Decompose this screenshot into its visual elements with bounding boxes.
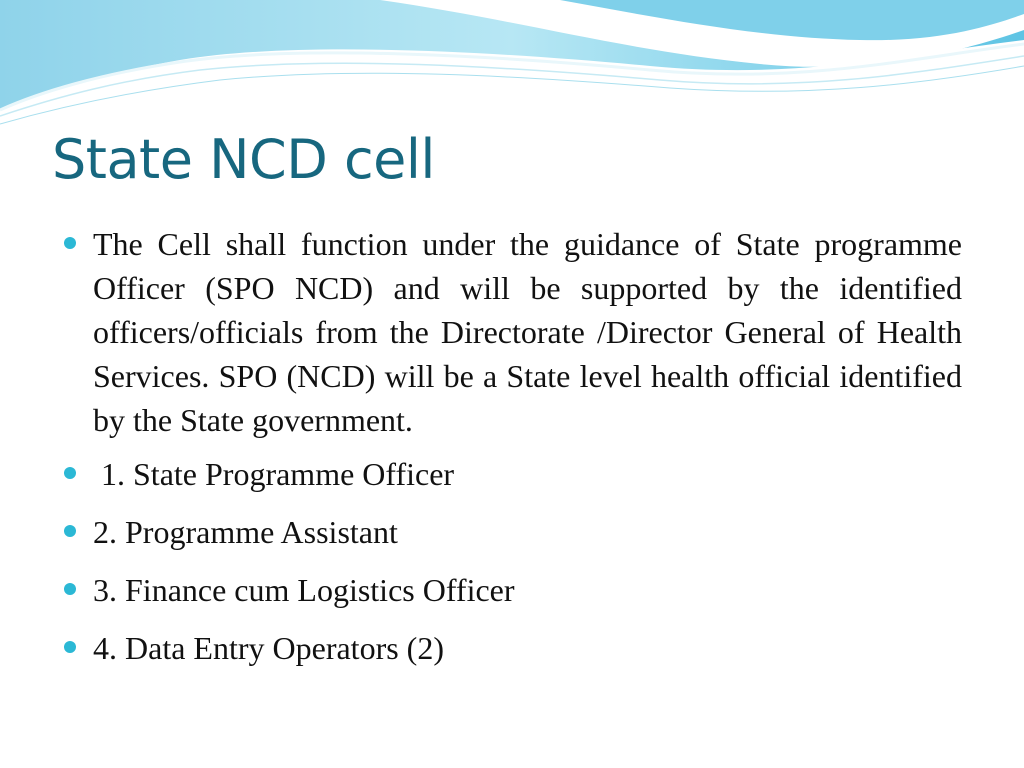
bullet-text: 1. State Programme Officer	[101, 456, 455, 492]
list-item	[62, 568, 962, 612]
slide-title: State NCD cell	[52, 128, 435, 191]
bullet-text: The Cell shall function under the guidance of State programme Officer (SPO NCD) and will be supported by the identified officers/officials from the Directorate /Director General of Health Services. SPO (NCD) will be a State level health official identified by the State government.	[93, 226, 962, 438]
list-item	[62, 452, 962, 496]
list-item	[62, 222, 962, 442]
list-item	[62, 510, 962, 554]
bullet-text: 3. Finance cum Logistics Officer	[93, 572, 515, 608]
bullet-icon	[64, 237, 76, 249]
bullet-icon	[64, 583, 76, 595]
bullet-icon	[64, 525, 76, 537]
bullet-icon	[64, 467, 76, 479]
bullet-text: 2. Programme Assistant	[93, 514, 398, 550]
wave-header-decoration	[0, 0, 1024, 130]
list-item	[62, 626, 962, 670]
bullet-icon	[64, 641, 76, 653]
bullet-text: 4. Data Entry Operators (2)	[93, 630, 444, 666]
bullet-list	[62, 222, 962, 684]
